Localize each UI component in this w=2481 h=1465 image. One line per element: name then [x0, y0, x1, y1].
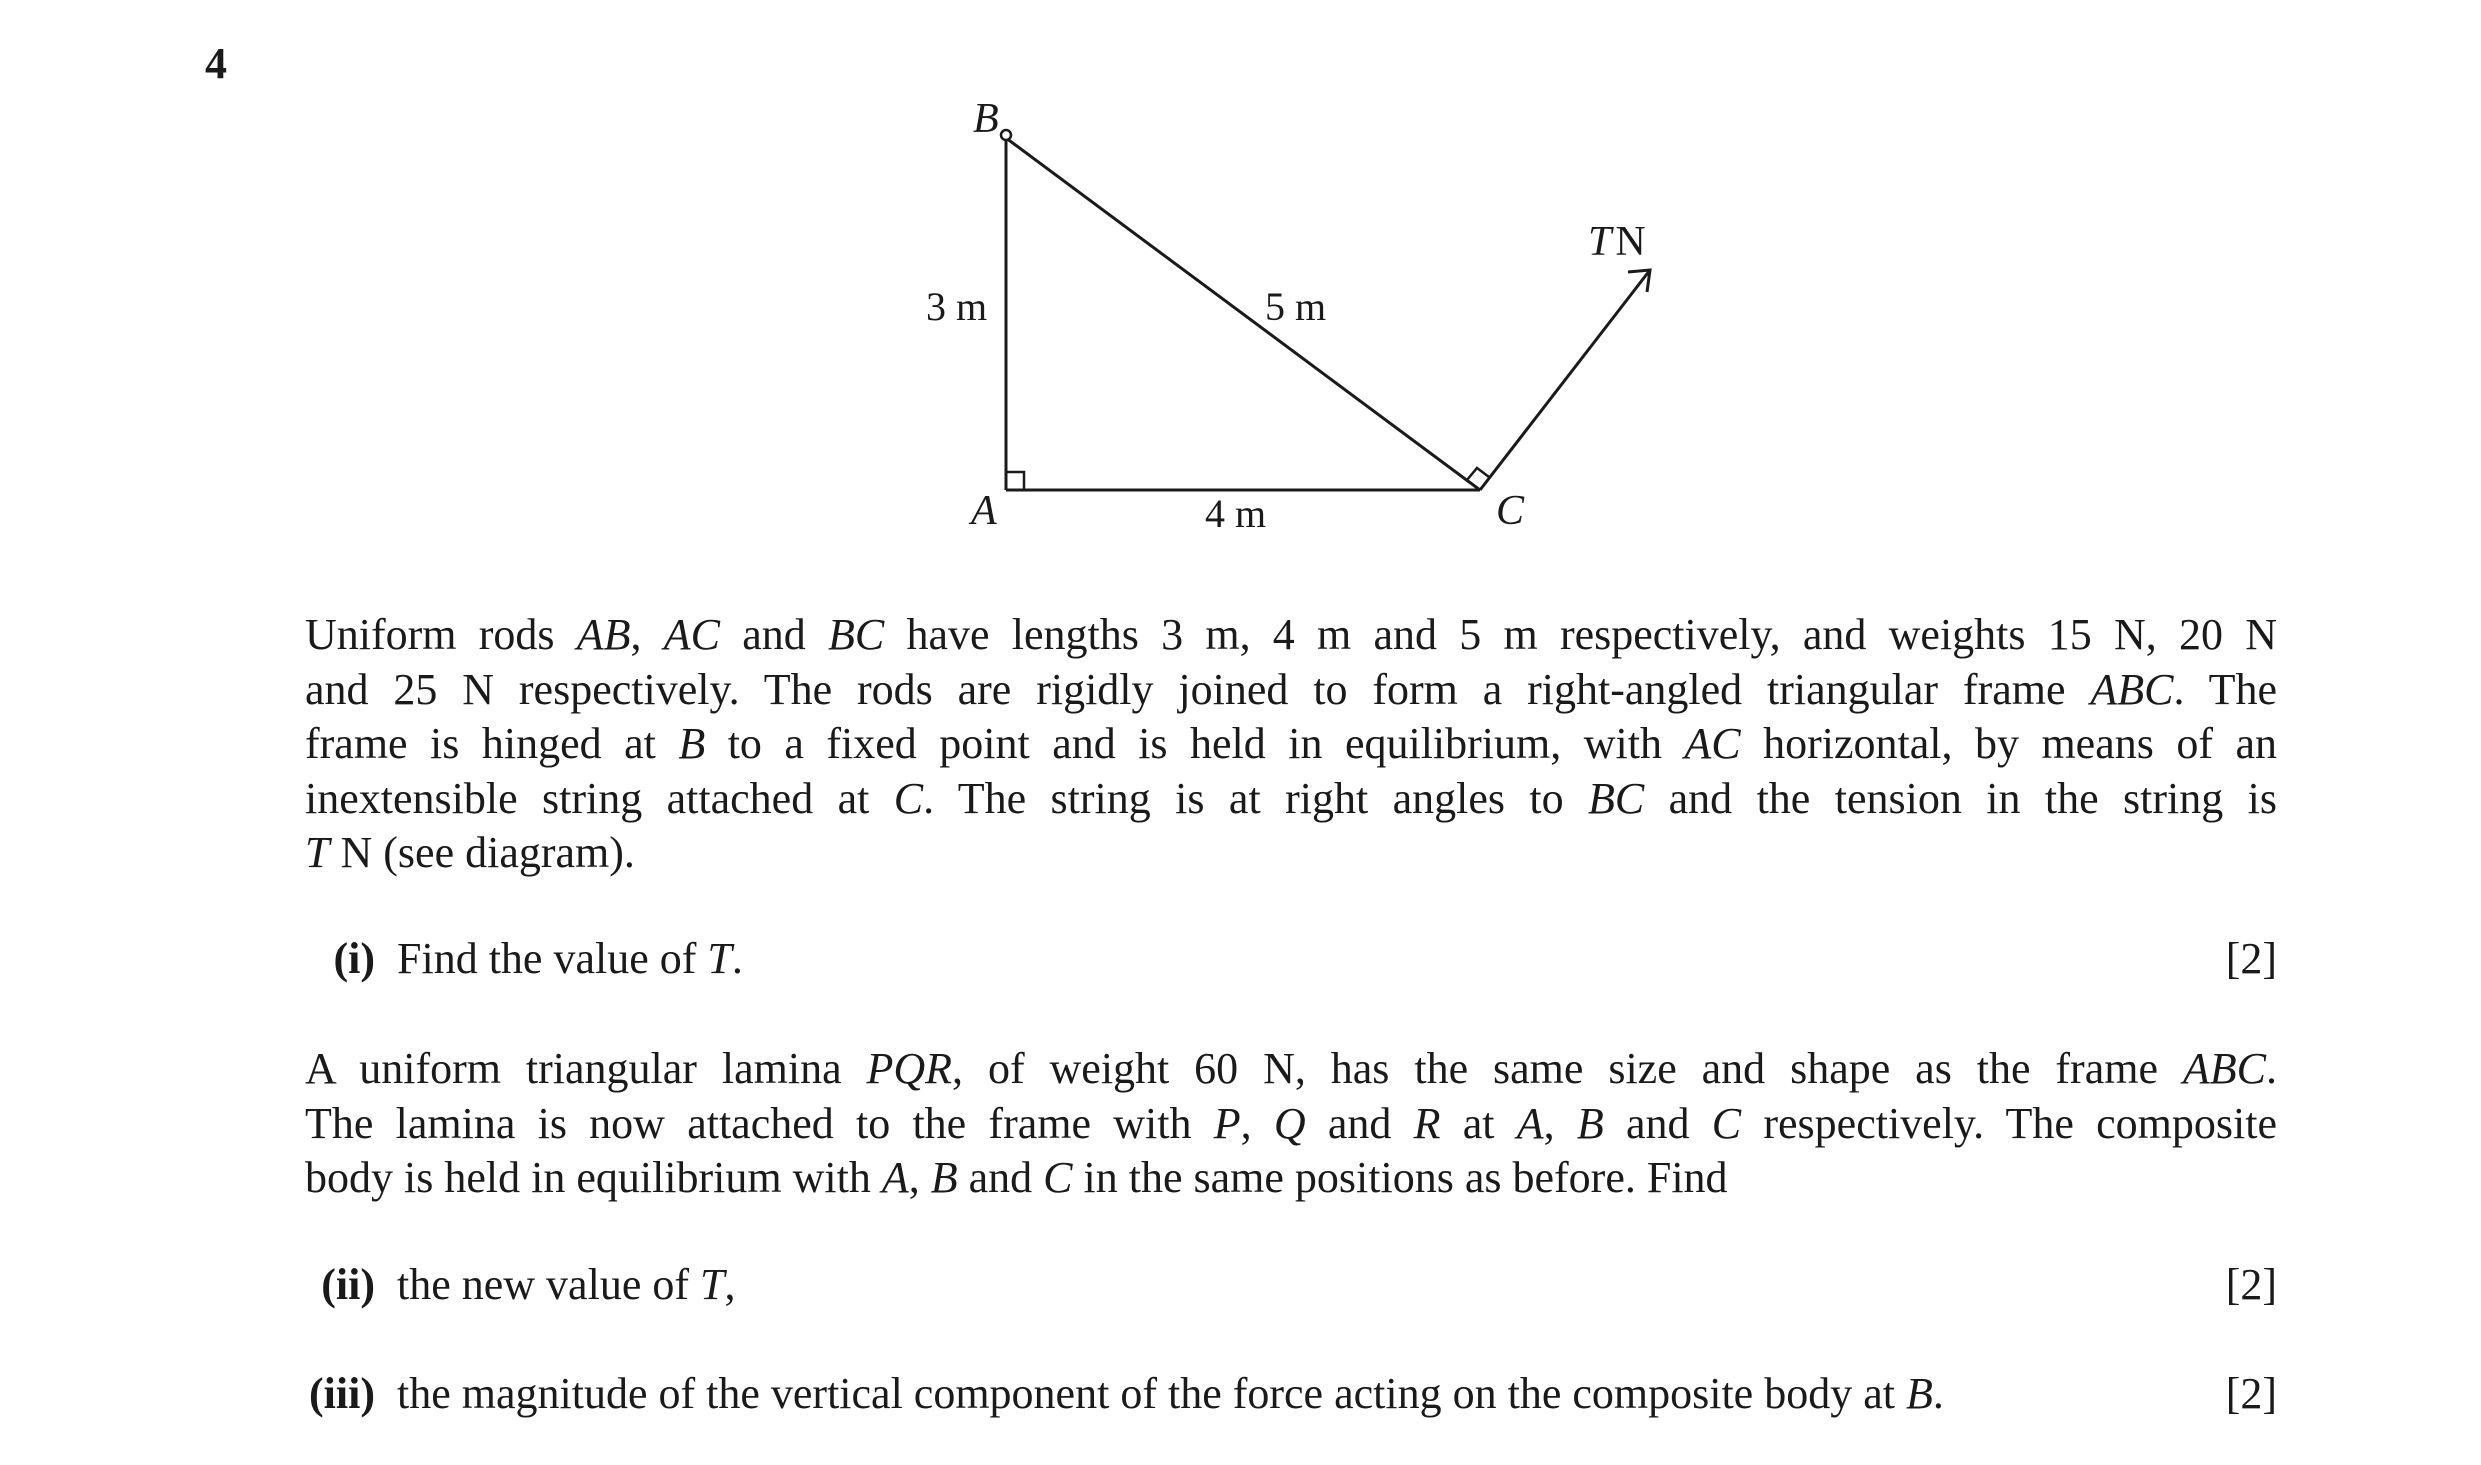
math-symbol: C: [1711, 1098, 1742, 1148]
math-symbol: A: [881, 1153, 909, 1202]
math-symbol: C: [1043, 1153, 1073, 1202]
math-symbol: PQR: [866, 1044, 953, 1093]
part-ii-marks: [2]: [2225, 1260, 2277, 1309]
part-iii-label: (iii): [309, 1369, 375, 1418]
math-symbol: ABC: [2090, 664, 2174, 714]
question-number: 4: [205, 39, 227, 88]
math-symbol: AB: [576, 610, 631, 659]
label-a: A: [971, 488, 997, 534]
text-line: Uniform rods AB, AC and BC have lengths 3 m, 4 m and 5 m respectively, and weights 15 N, 20 N: [305, 610, 2278, 659]
math-symbol: T: [707, 934, 732, 983]
part-ii: [305, 1258, 2277, 1312]
label-c: C: [1496, 488, 1525, 534]
intro-paragraph: [305, 608, 2277, 881]
part-iii-marks: [2]: [2225, 1369, 2277, 1418]
text-line: frame is hinged at B to a fixed point and is held in equilibrium, with AC horizontal, by means of an: [305, 719, 2277, 768]
text-line: The lamina is now attached to the frame with P, Q and R at A, B and C respectively. The composite: [305, 1098, 2277, 1148]
length-ab: 3 m: [926, 284, 988, 329]
math-symbol: T: [305, 828, 330, 877]
text-line: T N (see diagram).: [305, 828, 635, 877]
middle-paragraph: [305, 1042, 2277, 1206]
text-line: body is held in equilibrium with A, B and C in the same positions as before. Find: [305, 1153, 1728, 1202]
tension-symbol: T: [1588, 219, 1612, 265]
math-symbol: ABC: [2182, 1044, 2266, 1093]
math-symbol: AC: [663, 610, 721, 659]
part-i-marks: [2]: [2225, 934, 2277, 983]
math-symbol: BC: [1588, 773, 1645, 823]
math-symbol: Q: [1273, 1098, 1306, 1148]
part-iii: [305, 1367, 2277, 1421]
triangle-frame-diagram: [0, 0, 2481, 620]
part-ii-label: (ii): [321, 1260, 375, 1309]
hinge-b-icon: [1001, 130, 1011, 140]
part-i-text: Find the value of T.: [397, 934, 743, 983]
length-ac: 4 m: [1205, 491, 1267, 536]
math-symbol: AC: [1684, 719, 1741, 768]
part-i: [305, 932, 2277, 986]
math-symbol: B: [1576, 1098, 1604, 1148]
math-symbol: A: [1516, 1098, 1544, 1148]
math-symbol: R: [1413, 1098, 1441, 1148]
string-line: [1480, 270, 1650, 490]
math-symbol: B: [930, 1153, 958, 1202]
right-angle-c-icon: [1467, 468, 1489, 480]
part-iii-text: the magnitude of the vertical component of the force acting on the composite body at B.: [397, 1369, 1944, 1418]
math-symbol: B: [678, 719, 706, 768]
part-i-label: (i): [333, 934, 375, 983]
math-symbol: BC: [828, 610, 885, 659]
text-line: and 25 N respectively. The rods are rigidly joined to form a right-angled triangular frame ABC. The: [305, 664, 2277, 714]
math-symbol: B: [1905, 1369, 1933, 1418]
rod-bc: [1006, 138, 1480, 490]
label-b: B: [973, 96, 999, 142]
text-line: A uniform triangular lamina PQR, of weight 60 N, has the same size and shape as the frame ABC.: [305, 1044, 2277, 1093]
tension-label: [1588, 219, 1646, 265]
math-symbol: T: [700, 1260, 725, 1309]
math-symbol: C: [893, 773, 924, 823]
right-angle-a-icon: [1006, 472, 1024, 490]
text-line: inextensible string attached at C. The string is at right angles to BC and the tension in the string is: [305, 773, 2278, 823]
tension-unit: N: [1615, 219, 1646, 265]
part-ii-text: the new value of T,: [397, 1260, 736, 1309]
length-bc: 5 m: [1265, 284, 1327, 329]
math-symbol: P: [1213, 1098, 1241, 1148]
